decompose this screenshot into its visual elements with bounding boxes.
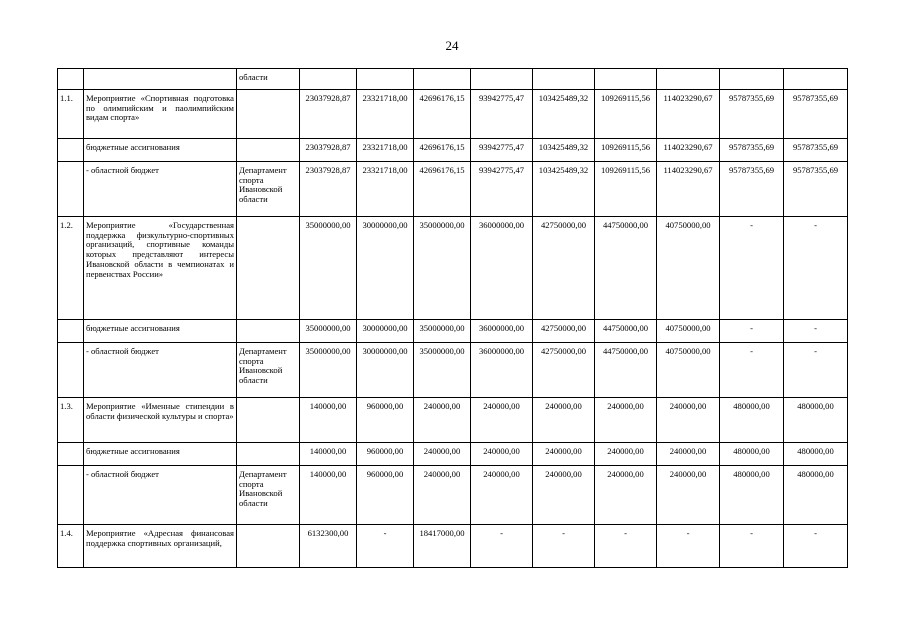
value-cell: 23321718,00 <box>357 139 414 162</box>
value-cell <box>784 69 848 90</box>
value-cell: 240000,00 <box>414 398 471 443</box>
row-code-cell: 1.1. <box>58 90 84 139</box>
value-cell: 95787355,69 <box>720 90 784 139</box>
row-executor-cell: области <box>237 69 300 90</box>
value-cell: - <box>533 525 595 568</box>
value-cell: - <box>784 525 848 568</box>
value-cell: 240000,00 <box>533 398 595 443</box>
value-cell: - <box>357 525 414 568</box>
row-code-cell <box>58 343 84 398</box>
value-cell: 23037928,87 <box>300 162 357 217</box>
value-cell: 42750000,00 <box>533 217 595 320</box>
value-cell: 109269115,56 <box>595 139 657 162</box>
value-cell: 140000,00 <box>300 443 357 466</box>
value-cell: 480000,00 <box>784 443 848 466</box>
value-cell: 93942775,47 <box>471 139 533 162</box>
value-cell: 30000000,00 <box>357 343 414 398</box>
value-cell: 480000,00 <box>720 398 784 443</box>
value-cell: 103425489,32 <box>533 90 595 139</box>
value-cell: - <box>720 217 784 320</box>
value-cell: 140000,00 <box>300 466 357 525</box>
row-code-cell: 1.3. <box>58 398 84 443</box>
table-row <box>58 90 848 139</box>
value-cell: - <box>784 217 848 320</box>
budget-table <box>57 68 848 568</box>
row-code-cell: 1.2. <box>58 217 84 320</box>
value-cell: - <box>471 525 533 568</box>
row-name-cell: Мероприятие «Государственная поддержка физкультурно-спортивных организаций, спортивные команды которых представляют интересы Ивановской области в чемпионатах и первенствах России» <box>84 217 237 320</box>
value-cell <box>657 69 720 90</box>
row-code-cell <box>58 320 84 343</box>
value-cell: 40750000,00 <box>657 320 720 343</box>
table-row <box>58 162 848 217</box>
value-cell <box>300 69 357 90</box>
value-cell: - <box>657 525 720 568</box>
value-cell: 23321718,00 <box>357 90 414 139</box>
value-cell: 240000,00 <box>533 466 595 525</box>
row-executor-cell <box>237 217 300 320</box>
value-cell: 42750000,00 <box>533 343 595 398</box>
value-cell: 960000,00 <box>357 466 414 525</box>
value-cell: 240000,00 <box>595 443 657 466</box>
value-cell: 23037928,87 <box>300 139 357 162</box>
value-cell: 960000,00 <box>357 398 414 443</box>
value-cell <box>357 69 414 90</box>
value-cell: 480000,00 <box>784 398 848 443</box>
value-cell: 44750000,00 <box>595 320 657 343</box>
value-cell: 42696176,15 <box>414 139 471 162</box>
value-cell: - <box>784 343 848 398</box>
value-cell <box>533 69 595 90</box>
value-cell <box>720 69 784 90</box>
row-code-cell <box>58 69 84 90</box>
row-name-cell: бюджетные ассигнования <box>84 320 237 343</box>
table-row <box>58 398 848 443</box>
value-cell: 480000,00 <box>720 466 784 525</box>
value-cell: 240000,00 <box>595 466 657 525</box>
value-cell: 960000,00 <box>357 443 414 466</box>
value-cell: 109269115,56 <box>595 162 657 217</box>
row-code-cell <box>58 139 84 162</box>
value-cell: 44750000,00 <box>595 217 657 320</box>
row-name-cell: Мероприятие «Адресная финансовая поддержка спортивных организаций, <box>84 525 237 568</box>
row-name-cell: бюджетные ассигнования <box>84 139 237 162</box>
table-row <box>58 466 848 525</box>
value-cell: 95787355,69 <box>784 162 848 217</box>
value-cell: 95787355,69 <box>720 139 784 162</box>
value-cell: 103425489,32 <box>533 139 595 162</box>
row-code-cell <box>58 162 84 217</box>
table-row <box>58 443 848 466</box>
value-cell: 23037928,87 <box>300 90 357 139</box>
value-cell: 114023290,67 <box>657 162 720 217</box>
value-cell: 93942775,47 <box>471 162 533 217</box>
value-cell <box>471 69 533 90</box>
value-cell: 240000,00 <box>595 398 657 443</box>
value-cell: 30000000,00 <box>357 320 414 343</box>
page-number: 24 <box>445 38 459 53</box>
value-cell: 93942775,47 <box>471 90 533 139</box>
value-cell: 30000000,00 <box>357 217 414 320</box>
table-row <box>58 320 848 343</box>
row-name-cell <box>84 69 237 90</box>
value-cell: 240000,00 <box>471 466 533 525</box>
value-cell: 240000,00 <box>414 466 471 525</box>
value-cell: 240000,00 <box>657 466 720 525</box>
row-name-cell: Мероприятие «Спортивная подготовка по олимпийским и паолимпийским видам спорта» <box>84 90 237 139</box>
value-cell: 36000000,00 <box>471 343 533 398</box>
table-row <box>58 525 848 568</box>
table-row <box>58 217 848 320</box>
value-cell: 240000,00 <box>471 443 533 466</box>
row-executor-cell <box>237 320 300 343</box>
value-cell: 40750000,00 <box>657 217 720 320</box>
value-cell: 35000000,00 <box>414 343 471 398</box>
value-cell: - <box>595 525 657 568</box>
row-executor-cell <box>237 90 300 139</box>
row-name-cell: бюджетные ассигнования <box>84 443 237 466</box>
value-cell: 480000,00 <box>720 443 784 466</box>
row-executor-cell <box>237 525 300 568</box>
value-cell: 42696176,15 <box>414 90 471 139</box>
row-executor-cell: Департамент спорта Ивановской области <box>237 343 300 398</box>
value-cell: 35000000,00 <box>300 320 357 343</box>
value-cell: 240000,00 <box>657 398 720 443</box>
row-code-cell <box>58 443 84 466</box>
row-executor-cell: Департамент спорта Ивановской области <box>237 466 300 525</box>
value-cell: - <box>720 320 784 343</box>
row-name-cell: Мероприятие «Именные стипендии в области физической культуры и спорта» <box>84 398 237 443</box>
row-executor-cell <box>237 443 300 466</box>
value-cell: 109269115,56 <box>595 90 657 139</box>
value-cell: 240000,00 <box>657 443 720 466</box>
value-cell: 42696176,15 <box>414 162 471 217</box>
value-cell: 23321718,00 <box>357 162 414 217</box>
value-cell: 95787355,69 <box>720 162 784 217</box>
table-row <box>58 139 848 162</box>
value-cell: 40750000,00 <box>657 343 720 398</box>
value-cell: 42750000,00 <box>533 320 595 343</box>
value-cell: - <box>720 343 784 398</box>
value-cell <box>414 69 471 90</box>
value-cell: 35000000,00 <box>300 343 357 398</box>
value-cell: 240000,00 <box>533 443 595 466</box>
table-row <box>58 69 848 90</box>
value-cell <box>595 69 657 90</box>
row-executor-cell <box>237 398 300 443</box>
value-cell: 35000000,00 <box>414 217 471 320</box>
table-row <box>58 343 848 398</box>
value-cell: 103425489,32 <box>533 162 595 217</box>
value-cell: 240000,00 <box>414 443 471 466</box>
value-cell: 480000,00 <box>784 466 848 525</box>
value-cell: 35000000,00 <box>300 217 357 320</box>
value-cell: 240000,00 <box>471 398 533 443</box>
row-code-cell: 1.4. <box>58 525 84 568</box>
value-cell: 36000000,00 <box>471 217 533 320</box>
value-cell: 36000000,00 <box>471 320 533 343</box>
row-name-cell: - областной бюджет <box>84 466 237 525</box>
row-executor-cell <box>237 139 300 162</box>
value-cell: 114023290,67 <box>657 139 720 162</box>
value-cell: 114023290,67 <box>657 90 720 139</box>
row-name-cell: - областной бюджет <box>84 343 237 398</box>
row-executor-cell: Департамент спорта Ивановской области <box>237 162 300 217</box>
value-cell: 35000000,00 <box>414 320 471 343</box>
value-cell: 95787355,69 <box>784 139 848 162</box>
row-name-cell: - областной бюджет <box>84 162 237 217</box>
value-cell: 44750000,00 <box>595 343 657 398</box>
value-cell: - <box>720 525 784 568</box>
value-cell: 18417000,00 <box>414 525 471 568</box>
value-cell: 140000,00 <box>300 398 357 443</box>
value-cell: 6132300,00 <box>300 525 357 568</box>
row-code-cell <box>58 466 84 525</box>
value-cell: 95787355,69 <box>784 90 848 139</box>
value-cell: - <box>784 320 848 343</box>
